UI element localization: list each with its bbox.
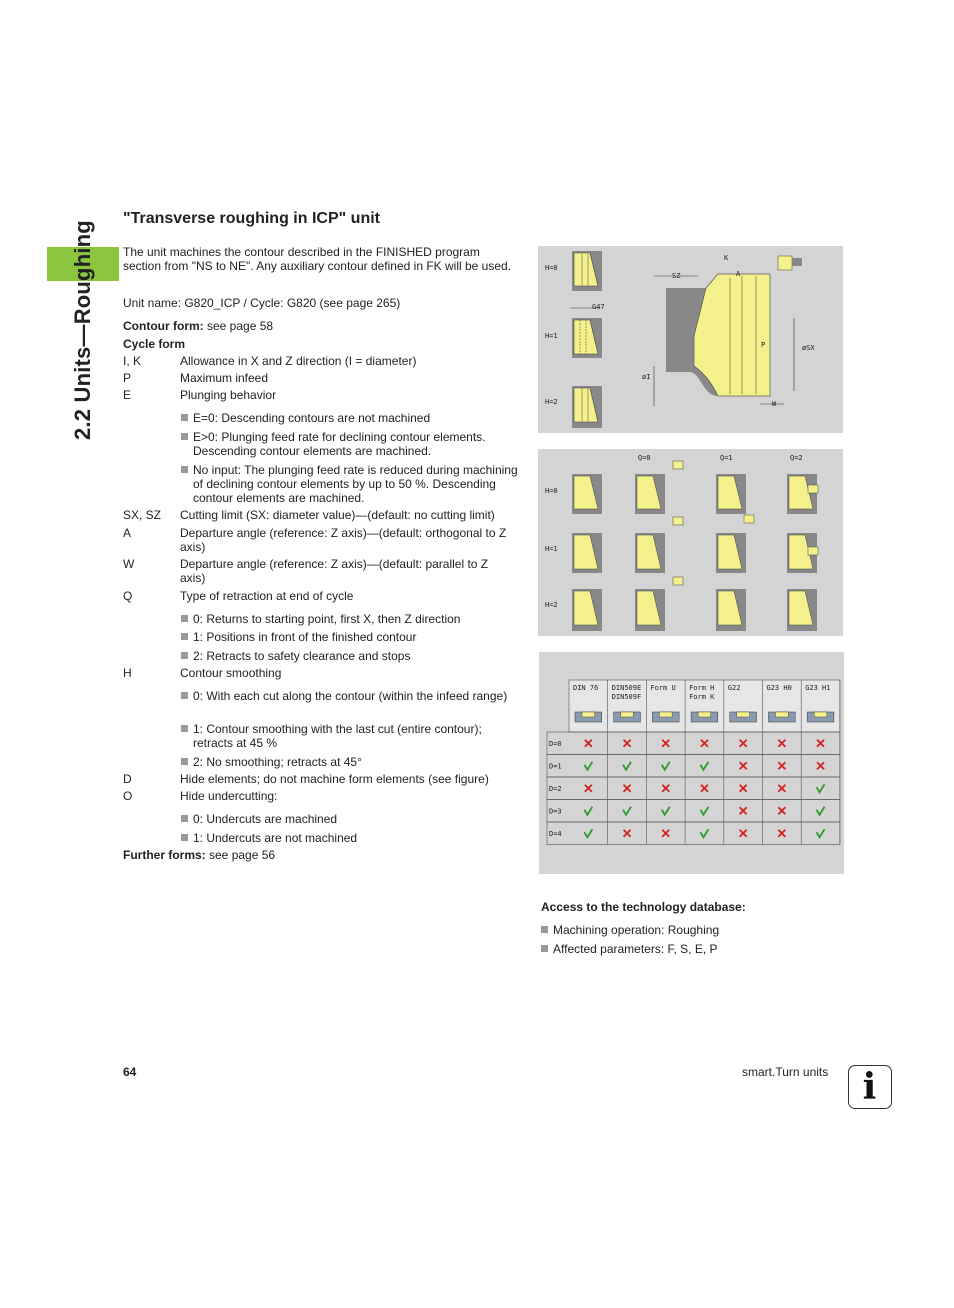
q-label: Q=2 [790, 454, 803, 462]
h-label: H=1 [545, 332, 558, 340]
param-desc: Departure angle (reference: Z axis)—(default: parallel to Z axis) [180, 557, 489, 585]
cycle-form-heading: Cycle form [123, 337, 186, 351]
form-icon-detail [582, 712, 595, 717]
further-forms-label: Further forms: [123, 848, 206, 862]
cross-icon [662, 785, 669, 792]
column-header: DIN509E [611, 684, 642, 692]
table-row [547, 822, 840, 845]
page-number: 64 [123, 1065, 137, 1079]
cross-icon [701, 785, 708, 792]
cross-icon [740, 785, 747, 792]
cross-icon [817, 740, 824, 747]
cross-icon [740, 807, 747, 814]
check-icon [700, 807, 708, 815]
svg-text:K: K [724, 254, 729, 262]
param-key: I, K [123, 354, 142, 368]
page-title: "Transverse roughing in ICP" unit [123, 210, 380, 227]
param-desc: Cutting limit (SX: diameter value)—(default: no cutting limit) [180, 508, 495, 522]
check-icon [584, 829, 592, 837]
cross-icon [740, 830, 747, 837]
param-key: O [123, 789, 133, 803]
q-label: Q=1 [720, 454, 733, 462]
form-icon-detail [698, 712, 711, 717]
retraction-diagram [538, 449, 843, 636]
param-desc: Plunging behavior [180, 388, 277, 402]
param-key: P [123, 371, 132, 385]
svg-text:SZ: SZ [672, 272, 681, 280]
further-forms-line [123, 848, 275, 862]
chapter-name: smart.Turn units [742, 1065, 829, 1079]
column-header: Form U [650, 684, 676, 692]
row-label: D=4 [549, 830, 562, 838]
h-label: H=0 [545, 264, 558, 272]
h2-thumbnail [572, 386, 602, 428]
cross-icon [778, 740, 785, 747]
check-icon [662, 807, 670, 815]
contour-form-link[interactable]: see page 58 [203, 319, 274, 333]
contour-diagram [538, 246, 843, 433]
table-row [547, 732, 840, 755]
h0-thumbnail [572, 251, 602, 291]
cross-icon [778, 785, 785, 792]
cross-icon [585, 740, 592, 747]
cross-icon [701, 740, 708, 747]
param-desc: Allowance in X and Z direction (I = diameter) [180, 354, 417, 368]
form-icon-detail [737, 712, 750, 717]
hide-elements-svg [539, 652, 844, 874]
form-icon-detail [776, 712, 789, 717]
svg-text:P: P [761, 341, 766, 349]
cross-icon [662, 830, 669, 837]
row-label: D=3 [549, 807, 562, 816]
check-icon [623, 762, 631, 770]
param-key: H [123, 666, 132, 680]
check-icon [817, 829, 825, 837]
param-desc: Maximum infeed [180, 371, 269, 385]
cross-icon [778, 807, 785, 814]
h-label: H=0 [545, 487, 558, 495]
svg-text:G47: G47 [592, 303, 605, 311]
cross-icon [585, 785, 592, 792]
check-icon [817, 807, 825, 815]
cross-icon [662, 740, 669, 747]
param-key: SX, SZ [123, 508, 162, 522]
param-desc: Hide elements; do not machine form elements (see figure) [180, 772, 489, 786]
row-label: D=2 [549, 785, 562, 793]
contour-form-label: Contour form: [123, 319, 204, 333]
form-icon-detail [814, 712, 827, 717]
check-icon [584, 807, 592, 815]
param-key: A [123, 526, 132, 540]
cross-icon [740, 762, 747, 769]
check-icon [584, 762, 592, 770]
cross-icon [740, 740, 747, 747]
intro-paragraph: The unit machines the contour described in the FINISHED program section from "NS to NE". Any auxiliary contour defined in FK will be used. [123, 245, 512, 273]
h1-thumbnail [570, 303, 605, 358]
check-icon [700, 762, 708, 770]
row-label: D=1 [549, 762, 562, 771]
cross-icon [817, 762, 824, 769]
info-icon-glyph: i [862, 1066, 877, 1108]
further-forms-link[interactable]: see page 56 [205, 848, 276, 862]
form-icon-detail [621, 712, 634, 717]
param-desc: Departure angle (reference: Z axis)—(default: orthogonal to Z axis) [180, 526, 507, 554]
info-icon [848, 1065, 892, 1109]
param-key: W [123, 557, 135, 571]
column-header: DIN509F [611, 693, 642, 701]
q-label: Q=0 [638, 454, 651, 462]
cross-icon [624, 740, 631, 747]
main-part [642, 254, 815, 408]
param-desc: Type of retraction at end of cycle [180, 589, 354, 603]
param-desc: Hide undercutting: [180, 789, 278, 803]
cross-icon [624, 785, 631, 792]
check-icon [700, 829, 708, 837]
svg-text:A: A [736, 270, 741, 278]
column-header: G23 H1 [805, 684, 831, 692]
column-header: Form H [689, 684, 715, 692]
column-header: Form K [689, 693, 715, 701]
contour-form-line [123, 319, 273, 333]
svg-text:øI: øI [642, 373, 651, 381]
h-label: H=1 [545, 545, 558, 553]
row-label: D=0 [549, 740, 562, 748]
column-header: DIN 76 [573, 684, 599, 692]
check-icon [623, 807, 631, 815]
svg-text:øSX: øSX [802, 344, 815, 352]
table-row [547, 777, 840, 800]
param-key: E [123, 388, 132, 402]
svg-text:W: W [772, 400, 777, 408]
param-desc: Contour smoothing [180, 666, 282, 680]
check-icon [817, 784, 825, 792]
table-row [547, 800, 840, 823]
cross-icon [778, 830, 785, 837]
h-label: H=2 [545, 398, 558, 406]
table-row [547, 755, 840, 778]
hide-elements-table [539, 652, 844, 874]
cross-icon [624, 830, 631, 837]
param-key: Q [123, 589, 133, 603]
cross-icon [778, 762, 785, 769]
unit-name: Unit name: G820_ICP / Cycle: G820 (see page 265) [123, 296, 401, 310]
column-header: G23 H0 [766, 684, 792, 692]
column-header: G22 [727, 684, 741, 692]
h-label: H=2 [545, 601, 558, 609]
sidebar-section-title: 2.2 Units—Roughing [70, 220, 95, 440]
param-key: D [123, 772, 132, 786]
check-icon [662, 762, 670, 770]
access-title: Access to the technology database: [541, 900, 746, 914]
form-icon-detail [659, 712, 672, 717]
